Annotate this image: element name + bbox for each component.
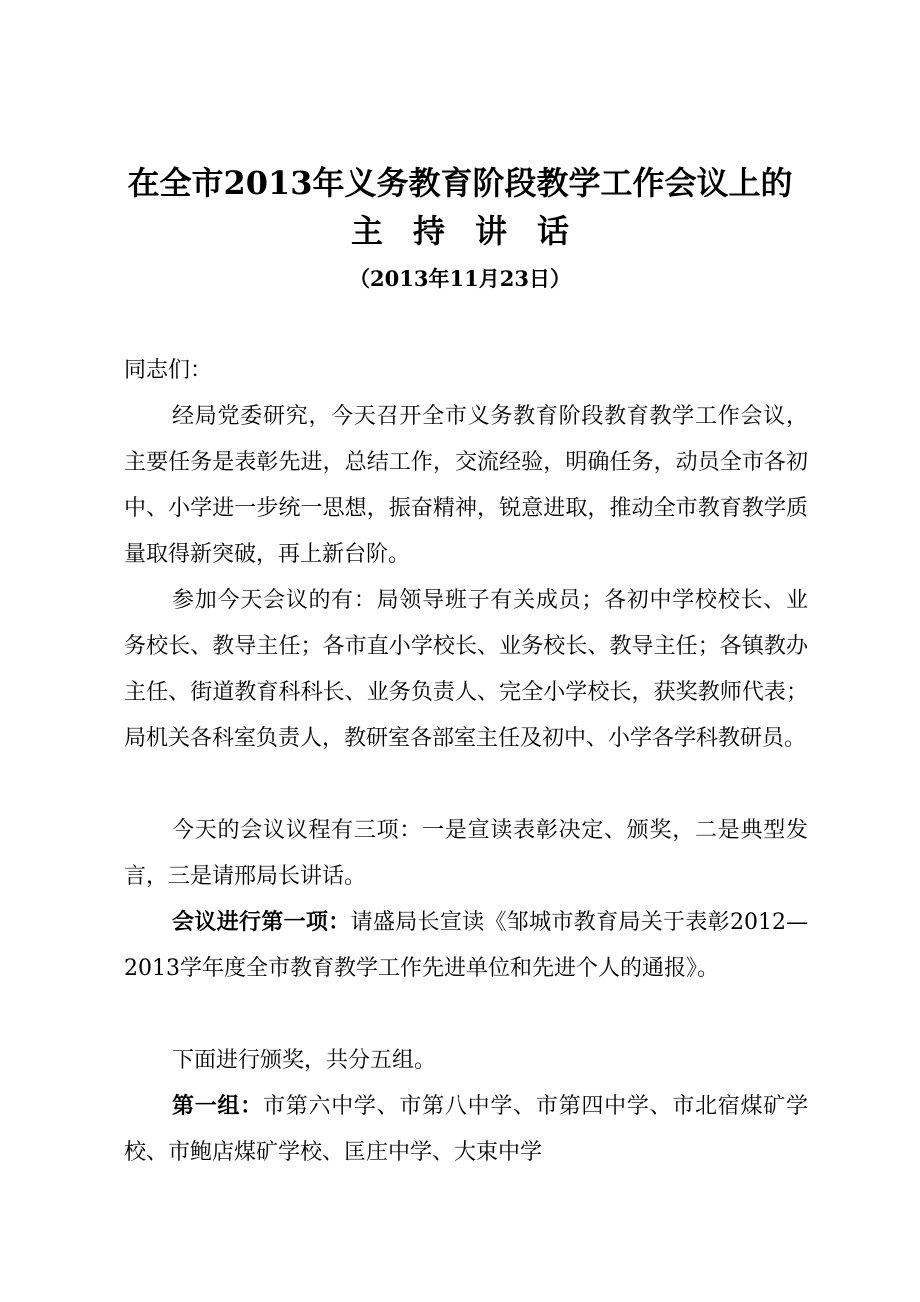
paragraph-lead: 会议进行第一项：: [172, 909, 351, 935]
paragraph-attendees: [124, 578, 808, 762]
paragraph-text: 经局党委研究，今天召开全市义务教育阶段教育教学工作会议，主要任务是表彰先进，总结工作，交流经验，明确任务，动员全市各初中、小学进一步统一思想，振奋精神，锐意进取，推动全市教育教学质量取得新突破，再上新台阶。: [124, 404, 808, 567]
paragraph-text: 请盛局长宣读《邹城市教育局关于表彰2012—2013学年度全市教育教学工作先进单位和先进个人的通报》。: [124, 910, 808, 981]
greeting: 同志们：: [124, 358, 213, 383]
paragraph-purpose: [124, 394, 808, 578]
document-title-line1: 在全市2013年义务教育阶段教学工作会议上的: [127, 164, 793, 202]
paragraph-agenda: [124, 808, 808, 900]
paragraph-lead: 第一组：: [172, 1093, 263, 1119]
paragraph-text: 下面进行颁奖，共分五组。: [172, 1048, 437, 1073]
document-title-line2: 主持讲话: [350, 212, 599, 250]
paragraph-text: 市第六中学、市第八中学、市第四中学、市北宿煤矿学校、市鲍店煤矿学校、匡庄中学、大束中学: [124, 1094, 808, 1165]
paragraph-text: 参加今天会议的有：局领导班子有关成员；各初中学校校长、业务校长、教导主任；各市直小学校长、业务校长、教导主任；各镇教办主任、街道教育科科长、业务负责人、完全小学校长，获奖教师代表；局机关各科室负责人，教研室各部室主任及初中、小学各学科教研员。: [124, 588, 808, 751]
paragraph-item-one: [124, 900, 808, 992]
paragraph-group-one: [124, 1084, 808, 1176]
paragraph-text: 今天的会议议程有三项：一是宣读表彰决定、颁奖，二是典型发言，三是请邢局长讲话。: [124, 818, 808, 889]
paragraph-awards: [124, 1038, 808, 1084]
document-date: （2013年11月23日）: [349, 266, 571, 291]
